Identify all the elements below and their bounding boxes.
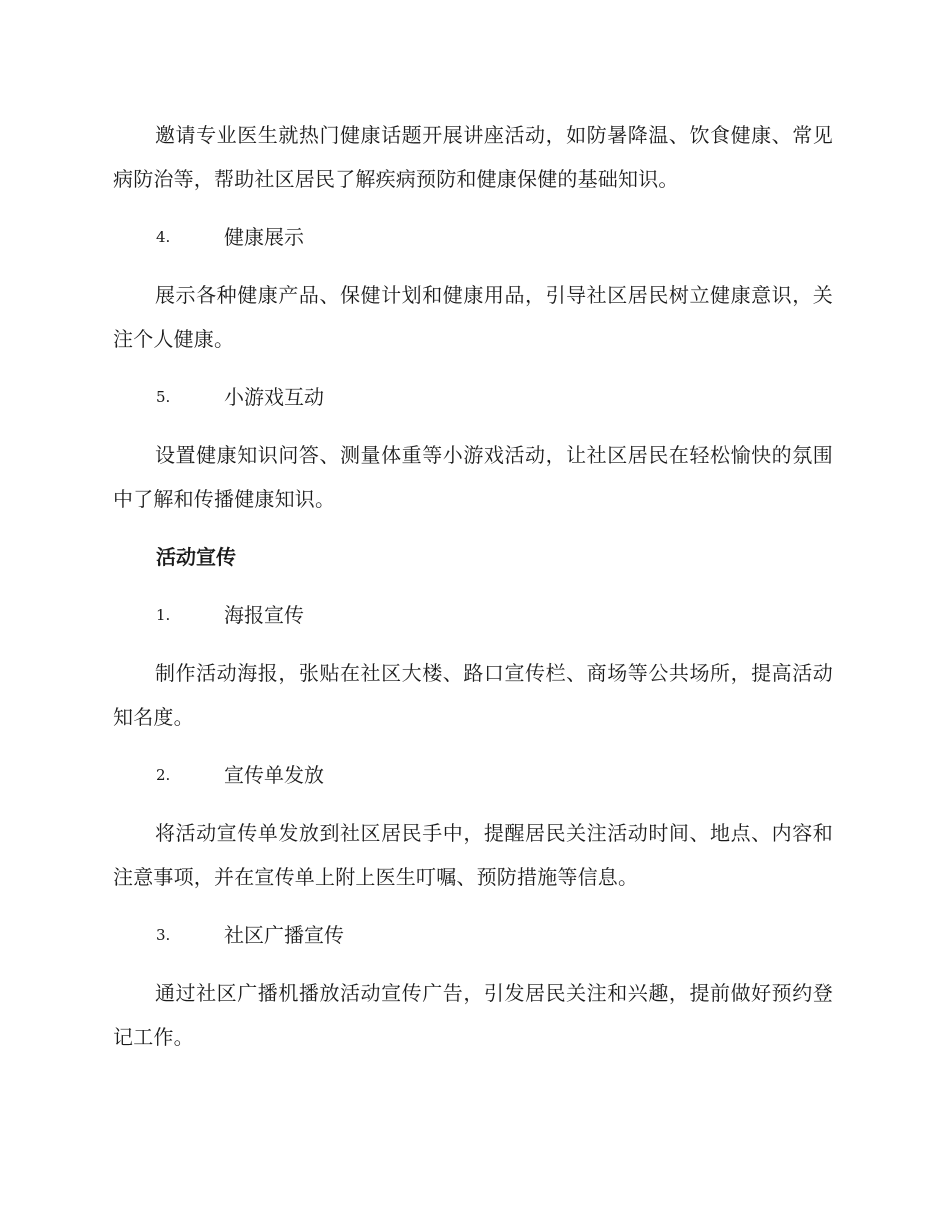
list-item-broadcast [113,913,833,957]
paragraph-mini-games: 设置健康知识问答、测量体重等小游戏活动，让社区居民在轻松愉快的氛围中了解和传播健康知识。 [113,443,833,511]
paragraph-poster: 制作活动海报，张贴在社区大楼、路口宣传栏、商场等公共场所，提高活动知名度。 [113,661,833,729]
list-item-poster [113,593,833,637]
paragraph-broadcast: 通过社区广播机播放活动宣传广告，引发居民关注和兴趣，提前做好预约登记工作。 [113,981,833,1049]
list-item-number: 4. [156,228,171,246]
list-item-title: 海报宣传 [224,603,304,627]
list-item-number: 5. [156,388,171,406]
paragraph-health-display: 展示各种健康产品、保健计划和健康用品，引导社区居民树立健康意识，关注个人健康。 [113,283,833,351]
list-item-title: 小游戏互动 [224,385,324,409]
list-item-number: 1. [156,606,171,624]
paragraph-health-lecture: 邀请专业医生就热门健康话题开展讲座活动，如防暑降温、饮食健康、常见病防治等，帮助社区居民了解疾病预防和健康保健的基础知识。 [113,123,833,191]
list-item-title: 宣传单发放 [224,763,324,787]
list-item-title: 社区广播宣传 [224,923,344,947]
list-item-flyer [113,753,833,797]
list-item-number: 3. [156,926,171,944]
list-item-mini-games [113,375,833,419]
list-item-health-display [113,215,833,259]
document-page [113,113,833,1073]
list-item-number: 2. [156,766,171,784]
list-item-title: 健康展示 [224,225,304,249]
paragraph-flyer: 将活动宣传单发放到社区居民手中，提醒居民关注活动时间、地点、内容和注意事项，并在宣传单上附上医生叮嘱、预防措施等信息。 [113,821,833,889]
section-heading-promotion: 活动宣传 [156,545,236,569]
